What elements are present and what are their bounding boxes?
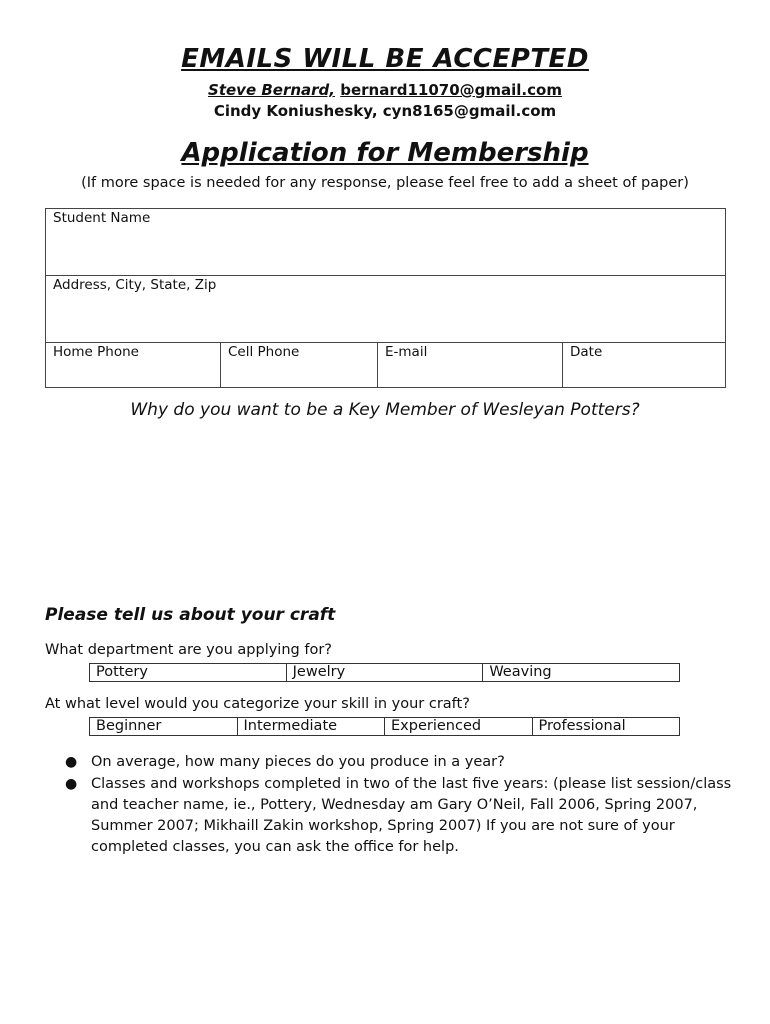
department-option-weaving[interactable]: Weaving xyxy=(483,664,680,682)
level-option-beginner[interactable]: Beginner xyxy=(90,718,238,736)
student-name-label: Student Name xyxy=(53,210,151,226)
level-option-experienced[interactable]: Experienced xyxy=(385,718,533,736)
address-label: Address, City, State, Zip xyxy=(53,277,217,293)
department-option-pottery[interactable]: Pottery xyxy=(90,664,287,682)
contact-cindy: Cindy Koniushesky, cyn8165@gmail.com xyxy=(213,102,557,120)
level-options xyxy=(89,717,680,736)
contact-name: Steve Bernard, xyxy=(208,81,335,99)
craft-heading: Please tell us about your craft xyxy=(45,605,336,625)
form-title: Application for Membership xyxy=(181,138,589,168)
level-option-professional[interactable]: Professional xyxy=(532,718,680,736)
craft-questions-list xyxy=(45,752,735,859)
cell-phone-field[interactable] xyxy=(221,343,378,388)
email-field[interactable] xyxy=(378,343,563,388)
department-options xyxy=(89,663,680,682)
student-name-field[interactable] xyxy=(46,209,726,276)
pieces-question: On average, how many pieces do you produce in a year? xyxy=(91,754,505,770)
cell-phone-label: Cell Phone xyxy=(228,344,300,360)
applicant-info-table xyxy=(45,208,726,388)
list-item xyxy=(65,752,735,773)
department-question: What department are you applying for? xyxy=(45,642,332,658)
bullet-icon: ● xyxy=(65,776,78,792)
email-label: E-mail xyxy=(385,344,428,360)
home-phone-field[interactable] xyxy=(46,343,221,388)
contact-steve xyxy=(0,81,770,99)
department-option-jewelry[interactable]: Jewelry xyxy=(286,664,483,682)
level-question: At what level would you categorize your skill in your craft? xyxy=(45,696,470,712)
classes-question: Classes and workshops completed in two of the last five years: (please list session/class and teacher name, ie., Pottery, Wednesday am Gary O’Neil, Fall 2006, Spring 2007, Summer 2007; Mikhaill Zakin workshop, Spring 2007) If you are not sure of your completed classes, you can ask the office for help. xyxy=(91,776,732,855)
home-phone-label: Home Phone xyxy=(53,344,139,360)
address-field[interactable] xyxy=(46,276,726,343)
date-label: Date xyxy=(570,344,603,360)
bullet-icon: ● xyxy=(65,754,78,770)
contact-email[interactable]: bernard11070@gmail.com xyxy=(340,81,562,99)
why-question: Why do you want to be a Key Member of Wesleyan Potters? xyxy=(130,400,640,420)
date-field[interactable] xyxy=(563,343,726,388)
list-item xyxy=(65,774,735,858)
level-option-intermediate[interactable]: Intermediate xyxy=(237,718,385,736)
emails-heading: EMAILS WILL BE ACCEPTED xyxy=(181,44,589,74)
form-note: (If more space is needed for any response, please feel free to add a sheet of paper) xyxy=(81,175,689,191)
